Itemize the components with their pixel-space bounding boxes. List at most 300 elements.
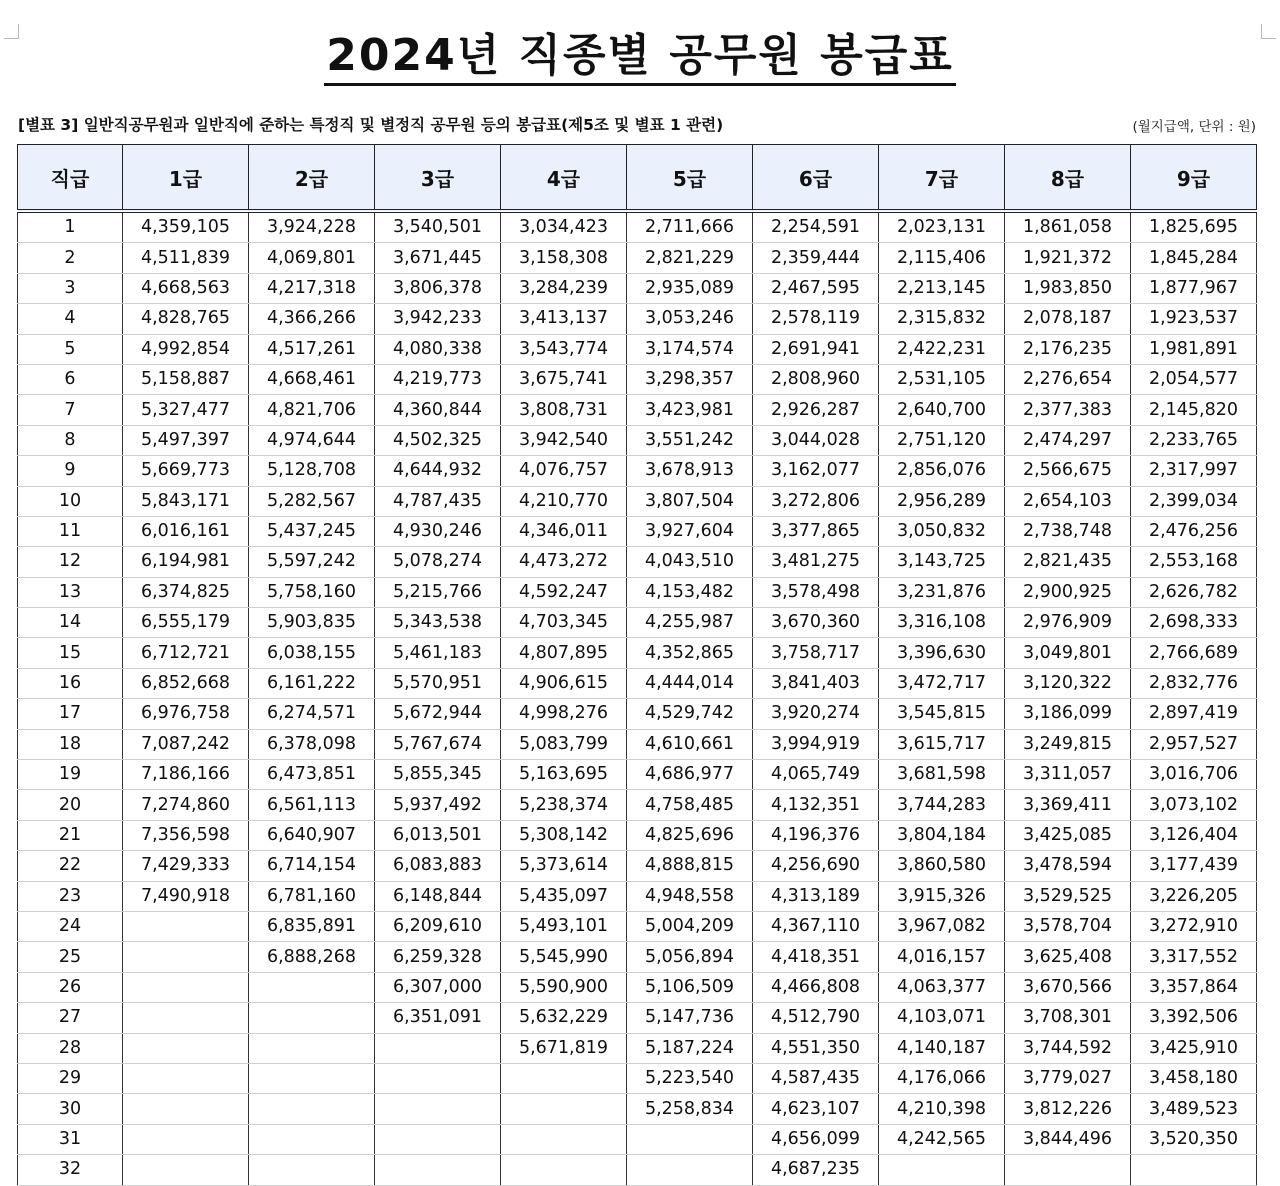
- salary-cell: [375, 1063, 501, 1093]
- salary-cell: 4,686,977: [627, 760, 753, 790]
- salary-cell: 3,053,246: [627, 304, 753, 334]
- salary-cell: 2,654,103: [1005, 486, 1131, 516]
- salary-cell: 3,860,580: [879, 851, 1005, 881]
- salary-cell: 3,670,360: [753, 608, 879, 638]
- step-cell: 21: [18, 820, 123, 850]
- salary-cell: 4,313,189: [753, 881, 879, 911]
- salary-cell: [249, 1124, 375, 1154]
- salary-cell: 4,888,815: [627, 851, 753, 881]
- column-header-grade-1: 1급: [123, 145, 249, 212]
- salary-cell: 5,128,708: [249, 456, 375, 486]
- salary-cell: 4,076,757: [501, 456, 627, 486]
- salary-cell: 3,174,574: [627, 334, 753, 364]
- salary-cell: 2,531,105: [879, 364, 1005, 394]
- salary-cell: 5,672,944: [375, 699, 501, 729]
- salary-cell: 3,186,099: [1005, 699, 1131, 729]
- salary-cell: 2,766,689: [1131, 638, 1257, 668]
- table-row: [18, 972, 1257, 1002]
- salary-cell: [249, 1003, 375, 1033]
- salary-cell: 4,687,235: [753, 1155, 879, 1185]
- step-cell: 32: [18, 1155, 123, 1185]
- salary-cell: 3,423,981: [627, 395, 753, 425]
- salary-cell: 6,561,113: [249, 790, 375, 820]
- salary-cell: 6,976,758: [123, 699, 249, 729]
- page-title-text: 2024년 직종별 공무원 봉급표: [324, 30, 955, 86]
- salary-cell: 2,897,419: [1131, 699, 1257, 729]
- salary-cell: 4,063,377: [879, 972, 1005, 1002]
- salary-cell: 5,632,229: [501, 1003, 627, 1033]
- salary-cell: 5,215,766: [375, 577, 501, 607]
- salary-cell: 3,545,815: [879, 699, 1005, 729]
- salary-cell: 2,751,120: [879, 425, 1005, 455]
- step-cell: 8: [18, 425, 123, 455]
- salary-cell: 3,520,350: [1131, 1124, 1257, 1154]
- salary-cell: 3,226,205: [1131, 881, 1257, 911]
- salary-cell: 6,555,179: [123, 608, 249, 638]
- salary-cell: 2,626,782: [1131, 577, 1257, 607]
- salary-cell: 3,458,180: [1131, 1063, 1257, 1093]
- salary-cell: 6,161,222: [249, 668, 375, 698]
- column-header-grade-3: 3급: [375, 145, 501, 212]
- table-row: [18, 547, 1257, 577]
- table-row: [18, 790, 1257, 820]
- salary-cell: 6,148,844: [375, 881, 501, 911]
- salary-cell: [375, 1124, 501, 1154]
- salary-cell: 4,807,895: [501, 638, 627, 668]
- table-row: [18, 851, 1257, 881]
- salary-cell: 5,855,345: [375, 760, 501, 790]
- table-row: [18, 729, 1257, 759]
- salary-cell: 4,930,246: [375, 516, 501, 546]
- header-row: [18, 145, 1257, 212]
- salary-cell: 2,957,527: [1131, 729, 1257, 759]
- salary-cell: 3,844,496: [1005, 1124, 1131, 1154]
- salary-cell: 4,587,435: [753, 1063, 879, 1093]
- salary-cell: 3,924,228: [249, 211, 375, 243]
- column-header-grade-5: 5급: [627, 145, 753, 212]
- salary-cell: [375, 1094, 501, 1124]
- salary-cell: 2,698,333: [1131, 608, 1257, 638]
- salary-cell: 4,466,808: [753, 972, 879, 1002]
- salary-cell: 6,714,154: [249, 851, 375, 881]
- step-cell: 26: [18, 972, 123, 1002]
- salary-table-header: [18, 145, 1257, 212]
- salary-cell: 5,767,674: [375, 729, 501, 759]
- salary-cell: 3,298,357: [627, 364, 753, 394]
- step-cell: 11: [18, 516, 123, 546]
- salary-cell: 3,231,876: [879, 577, 1005, 607]
- salary-cell: 5,461,183: [375, 638, 501, 668]
- salary-cell: 5,493,101: [501, 911, 627, 941]
- step-cell: 9: [18, 456, 123, 486]
- salary-cell: [123, 911, 249, 941]
- salary-cell: 3,915,326: [879, 881, 1005, 911]
- table-caption: [별표 3] 일반직공무원과 일반직에 준하는 특정직 및 별정직 공무원 등의 봉급표(제5조 및 별표 1 관련): [18, 116, 724, 134]
- salary-cell: 3,744,592: [1005, 1033, 1131, 1063]
- salary-cell: 3,272,910: [1131, 911, 1257, 941]
- salary-cell: [123, 1063, 249, 1093]
- salary-cell: 4,992,854: [123, 334, 249, 364]
- salary-cell: 5,187,224: [627, 1033, 753, 1063]
- table-row: [18, 425, 1257, 455]
- step-cell: 31: [18, 1124, 123, 1154]
- salary-cell: 4,418,351: [753, 942, 879, 972]
- salary-cell: 5,056,894: [627, 942, 753, 972]
- table-row: [18, 395, 1257, 425]
- salary-cell: 3,044,028: [753, 425, 879, 455]
- salary-cell: 2,054,577: [1131, 364, 1257, 394]
- salary-cell: 3,744,283: [879, 790, 1005, 820]
- salary-cell: 4,140,187: [879, 1033, 1005, 1063]
- salary-cell: 4,828,765: [123, 304, 249, 334]
- salary-cell: 3,478,594: [1005, 851, 1131, 881]
- salary-cell: [123, 972, 249, 1002]
- salary-cell: 3,425,085: [1005, 820, 1131, 850]
- table-row: [18, 1033, 1257, 1063]
- table-row: [18, 881, 1257, 911]
- table-row: [18, 456, 1257, 486]
- salary-cell: 7,274,860: [123, 790, 249, 820]
- salary-cell: 2,691,941: [753, 334, 879, 364]
- table-row: [18, 668, 1257, 698]
- salary-cell: 5,437,245: [249, 516, 375, 546]
- salary-cell: 5,258,834: [627, 1094, 753, 1124]
- salary-cell: 5,223,540: [627, 1063, 753, 1093]
- salary-cell: 3,779,027: [1005, 1063, 1131, 1093]
- salary-cell: 4,360,844: [375, 395, 501, 425]
- salary-cell: 3,392,506: [1131, 1003, 1257, 1033]
- salary-cell: 5,327,477: [123, 395, 249, 425]
- salary-cell: 2,926,287: [753, 395, 879, 425]
- table-row: [18, 304, 1257, 334]
- salary-cell: 2,821,435: [1005, 547, 1131, 577]
- salary-cell: 6,712,721: [123, 638, 249, 668]
- salary-cell: 6,640,907: [249, 820, 375, 850]
- salary-cell: [501, 1094, 627, 1124]
- salary-cell: 4,210,770: [501, 486, 627, 516]
- salary-cell: 6,473,851: [249, 760, 375, 790]
- salary-cell: [1005, 1155, 1131, 1185]
- salary-cell: 1,983,850: [1005, 273, 1131, 303]
- salary-cell: 6,351,091: [375, 1003, 501, 1033]
- table-row: [18, 942, 1257, 972]
- table-row: [18, 243, 1257, 273]
- salary-cell: 5,671,819: [501, 1033, 627, 1063]
- salary-cell: 2,422,231: [879, 334, 1005, 364]
- salary-cell: 4,103,071: [879, 1003, 1005, 1033]
- salary-cell: 2,467,595: [753, 273, 879, 303]
- salary-cell: 7,490,918: [123, 881, 249, 911]
- salary-cell: 4,610,661: [627, 729, 753, 759]
- step-cell: 27: [18, 1003, 123, 1033]
- salary-cell: 4,551,350: [753, 1033, 879, 1063]
- salary-cell: 4,821,706: [249, 395, 375, 425]
- salary-cell: 7,087,242: [123, 729, 249, 759]
- salary-cell: 2,276,654: [1005, 364, 1131, 394]
- salary-cell: [879, 1155, 1005, 1185]
- salary-cell: [249, 1063, 375, 1093]
- salary-cell: 3,050,832: [879, 516, 1005, 546]
- salary-cell: 4,043,510: [627, 547, 753, 577]
- step-cell: 3: [18, 273, 123, 303]
- table-row: [18, 273, 1257, 303]
- salary-cell: 3,806,378: [375, 273, 501, 303]
- salary-cell: 4,974,644: [249, 425, 375, 455]
- salary-cell: 7,356,598: [123, 820, 249, 850]
- step-cell: 4: [18, 304, 123, 334]
- salary-cell: 2,317,997: [1131, 456, 1257, 486]
- salary-cell: 3,615,717: [879, 729, 1005, 759]
- salary-cell: 2,821,229: [627, 243, 753, 273]
- salary-cell: 2,315,832: [879, 304, 1005, 334]
- table-row: [18, 1063, 1257, 1093]
- salary-cell: 6,274,571: [249, 699, 375, 729]
- table-row: [18, 364, 1257, 394]
- salary-cell: 3,413,137: [501, 304, 627, 334]
- salary-cell: 2,474,297: [1005, 425, 1131, 455]
- salary-cell: [501, 1063, 627, 1093]
- salary-cell: 5,106,509: [627, 972, 753, 1002]
- salary-cell: 3,472,717: [879, 668, 1005, 698]
- salary-cell: 3,927,604: [627, 516, 753, 546]
- salary-cell: 5,343,538: [375, 608, 501, 638]
- salary-cell: 6,013,501: [375, 820, 501, 850]
- salary-cell: 1,825,695: [1131, 211, 1257, 243]
- salary-cell: 5,937,492: [375, 790, 501, 820]
- salary-cell: 3,369,411: [1005, 790, 1131, 820]
- salary-cell: 4,219,773: [375, 364, 501, 394]
- step-cell: 15: [18, 638, 123, 668]
- salary-cell: 5,545,990: [501, 942, 627, 972]
- column-header-grade-6: 6급: [753, 145, 879, 212]
- salary-cell: 4,473,272: [501, 547, 627, 577]
- salary-cell: 1,861,058: [1005, 211, 1131, 243]
- salary-cell: [627, 1155, 753, 1185]
- salary-cell: 3,489,523: [1131, 1094, 1257, 1124]
- table-row: [18, 1124, 1257, 1154]
- salary-cell: 2,023,131: [879, 211, 1005, 243]
- salary-cell: [1131, 1155, 1257, 1185]
- salary-cell: 7,429,333: [123, 851, 249, 881]
- salary-cell: 3,016,706: [1131, 760, 1257, 790]
- salary-cell: 6,852,668: [123, 668, 249, 698]
- salary-cell: 3,681,598: [879, 760, 1005, 790]
- salary-cell: 3,425,910: [1131, 1033, 1257, 1063]
- salary-cell: 5,669,773: [123, 456, 249, 486]
- salary-cell: 3,177,439: [1131, 851, 1257, 881]
- salary-cell: 3,670,566: [1005, 972, 1131, 1002]
- salary-cell: [123, 1003, 249, 1033]
- salary-cell: 2,078,187: [1005, 304, 1131, 334]
- salary-cell: 6,888,268: [249, 942, 375, 972]
- salary-cell: 3,143,725: [879, 547, 1005, 577]
- step-cell: 14: [18, 608, 123, 638]
- salary-cell: 3,807,504: [627, 486, 753, 516]
- salary-cell: 5,373,614: [501, 851, 627, 881]
- salary-cell: 3,049,801: [1005, 638, 1131, 668]
- table-row: [18, 211, 1257, 243]
- salary-cell: 2,476,256: [1131, 516, 1257, 546]
- salary-cell: 3,708,301: [1005, 1003, 1131, 1033]
- salary-cell: 2,738,748: [1005, 516, 1131, 546]
- salary-cell: 3,812,226: [1005, 1094, 1131, 1124]
- salary-cell: 6,259,328: [375, 942, 501, 972]
- salary-cell: 4,592,247: [501, 577, 627, 607]
- salary-cell: 4,069,801: [249, 243, 375, 273]
- table-row: [18, 760, 1257, 790]
- salary-cell: 3,578,704: [1005, 911, 1131, 941]
- salary-cell: 3,396,630: [879, 638, 1005, 668]
- salary-cell: 5,570,951: [375, 668, 501, 698]
- salary-cell: 5,903,835: [249, 608, 375, 638]
- salary-cell: 3,942,540: [501, 425, 627, 455]
- salary-cell: 3,317,552: [1131, 942, 1257, 972]
- salary-cell: 4,998,276: [501, 699, 627, 729]
- salary-cell: 3,540,501: [375, 211, 501, 243]
- column-header-grade-8: 8급: [1005, 145, 1131, 212]
- salary-cell: 2,808,960: [753, 364, 879, 394]
- salary-cell: 6,038,155: [249, 638, 375, 668]
- salary-cell: [249, 1094, 375, 1124]
- salary-cell: [123, 1033, 249, 1063]
- salary-cell: 3,675,741: [501, 364, 627, 394]
- salary-cell: 3,625,408: [1005, 942, 1131, 972]
- salary-cell: 4,906,615: [501, 668, 627, 698]
- salary-cell: 3,162,077: [753, 456, 879, 486]
- table-row: [18, 608, 1257, 638]
- salary-cell: 4,623,107: [753, 1094, 879, 1124]
- salary-cell: 6,835,891: [249, 911, 375, 941]
- salary-cell: 3,529,525: [1005, 881, 1131, 911]
- step-cell: 23: [18, 881, 123, 911]
- table-row: [18, 1155, 1257, 1185]
- step-cell: 7: [18, 395, 123, 425]
- step-cell: 12: [18, 547, 123, 577]
- salary-cell: 7,186,166: [123, 760, 249, 790]
- salary-cell: 4,176,066: [879, 1063, 1005, 1093]
- salary-cell: 3,942,233: [375, 304, 501, 334]
- salary-cell: 4,016,157: [879, 942, 1005, 972]
- salary-cell: 4,255,987: [627, 608, 753, 638]
- salary-cell: 5,308,142: [501, 820, 627, 850]
- salary-cell: 2,956,289: [879, 486, 1005, 516]
- salary-cell: 3,578,498: [753, 577, 879, 607]
- salary-cell: 4,132,351: [753, 790, 879, 820]
- salary-cell: 5,497,397: [123, 425, 249, 455]
- step-cell: 18: [18, 729, 123, 759]
- salary-cell: 6,209,610: [375, 911, 501, 941]
- salary-cell: 4,359,105: [123, 211, 249, 243]
- salary-cell: 5,758,160: [249, 577, 375, 607]
- salary-cell: 2,832,776: [1131, 668, 1257, 698]
- salary-cell: 4,656,099: [753, 1124, 879, 1154]
- salary-cell: 1,981,891: [1131, 334, 1257, 364]
- salary-cell: [123, 1124, 249, 1154]
- salary-table-body: [18, 211, 1257, 1185]
- salary-cell: 6,016,161: [123, 516, 249, 546]
- step-cell: 29: [18, 1063, 123, 1093]
- salary-cell: 3,678,913: [627, 456, 753, 486]
- table-row: [18, 911, 1257, 941]
- salary-cell: 2,976,909: [1005, 608, 1131, 638]
- column-header-step: 직급: [18, 145, 123, 212]
- salary-cell: 3,357,864: [1131, 972, 1257, 1002]
- unit-note: (월지급액, 단위 : 원): [1132, 119, 1256, 135]
- salary-cell: 2,640,700: [879, 395, 1005, 425]
- salary-cell: 4,242,565: [879, 1124, 1005, 1154]
- salary-cell: 3,126,404: [1131, 820, 1257, 850]
- salary-cell: [123, 1155, 249, 1185]
- salary-cell: 5,163,695: [501, 760, 627, 790]
- salary-cell: 5,435,097: [501, 881, 627, 911]
- salary-cell: 4,256,690: [753, 851, 879, 881]
- step-cell: 28: [18, 1033, 123, 1063]
- salary-cell: 5,004,209: [627, 911, 753, 941]
- salary-cell: 3,481,275: [753, 547, 879, 577]
- salary-cell: 4,444,014: [627, 668, 753, 698]
- table-row: [18, 1003, 1257, 1033]
- salary-cell: [123, 1094, 249, 1124]
- salary-cell: 3,272,806: [753, 486, 879, 516]
- salary-cell: 6,194,981: [123, 547, 249, 577]
- salary-cell: 3,920,274: [753, 699, 879, 729]
- salary-cell: 4,366,266: [249, 304, 375, 334]
- salary-cell: 4,210,398: [879, 1094, 1005, 1124]
- salary-cell: 5,590,900: [501, 972, 627, 1002]
- salary-cell: 1,921,372: [1005, 243, 1131, 273]
- salary-cell: 2,578,119: [753, 304, 879, 334]
- salary-cell: 4,787,435: [375, 486, 501, 516]
- salary-cell: 1,845,284: [1131, 243, 1257, 273]
- salary-cell: 4,703,345: [501, 608, 627, 638]
- salary-cell: 5,158,887: [123, 364, 249, 394]
- salary-cell: 6,378,098: [249, 729, 375, 759]
- salary-cell: 2,145,820: [1131, 395, 1257, 425]
- salary-cell: 4,346,011: [501, 516, 627, 546]
- salary-cell: 1,877,967: [1131, 273, 1257, 303]
- step-cell: 30: [18, 1094, 123, 1124]
- salary-cell: 2,900,925: [1005, 577, 1131, 607]
- table-row: [18, 638, 1257, 668]
- salary-cell: 2,935,089: [627, 273, 753, 303]
- salary-cell: 5,238,374: [501, 790, 627, 820]
- salary-cell: 2,115,406: [879, 243, 1005, 273]
- salary-cell: 3,377,865: [753, 516, 879, 546]
- salary-cell: 3,841,403: [753, 668, 879, 698]
- salary-cell: 6,307,000: [375, 972, 501, 1002]
- salary-cell: 2,399,034: [1131, 486, 1257, 516]
- salary-cell: 2,213,145: [879, 273, 1005, 303]
- salary-cell: 2,176,235: [1005, 334, 1131, 364]
- salary-cell: 2,359,444: [753, 243, 879, 273]
- salary-cell: 5,083,799: [501, 729, 627, 759]
- salary-cell: 3,551,242: [627, 425, 753, 455]
- salary-cell: [375, 1033, 501, 1063]
- salary-cell: 3,073,102: [1131, 790, 1257, 820]
- page-title: [0, 28, 1280, 84]
- salary-cell: 3,120,322: [1005, 668, 1131, 698]
- salary-cell: 3,316,108: [879, 608, 1005, 638]
- salary-cell: 2,566,675: [1005, 456, 1131, 486]
- step-cell: 13: [18, 577, 123, 607]
- salary-cell: 5,282,567: [249, 486, 375, 516]
- salary-cell: 3,994,919: [753, 729, 879, 759]
- salary-cell: 2,233,765: [1131, 425, 1257, 455]
- salary-cell: 3,543,774: [501, 334, 627, 364]
- salary-cell: 3,284,239: [501, 273, 627, 303]
- salary-cell: 4,080,338: [375, 334, 501, 364]
- salary-cell: 4,196,376: [753, 820, 879, 850]
